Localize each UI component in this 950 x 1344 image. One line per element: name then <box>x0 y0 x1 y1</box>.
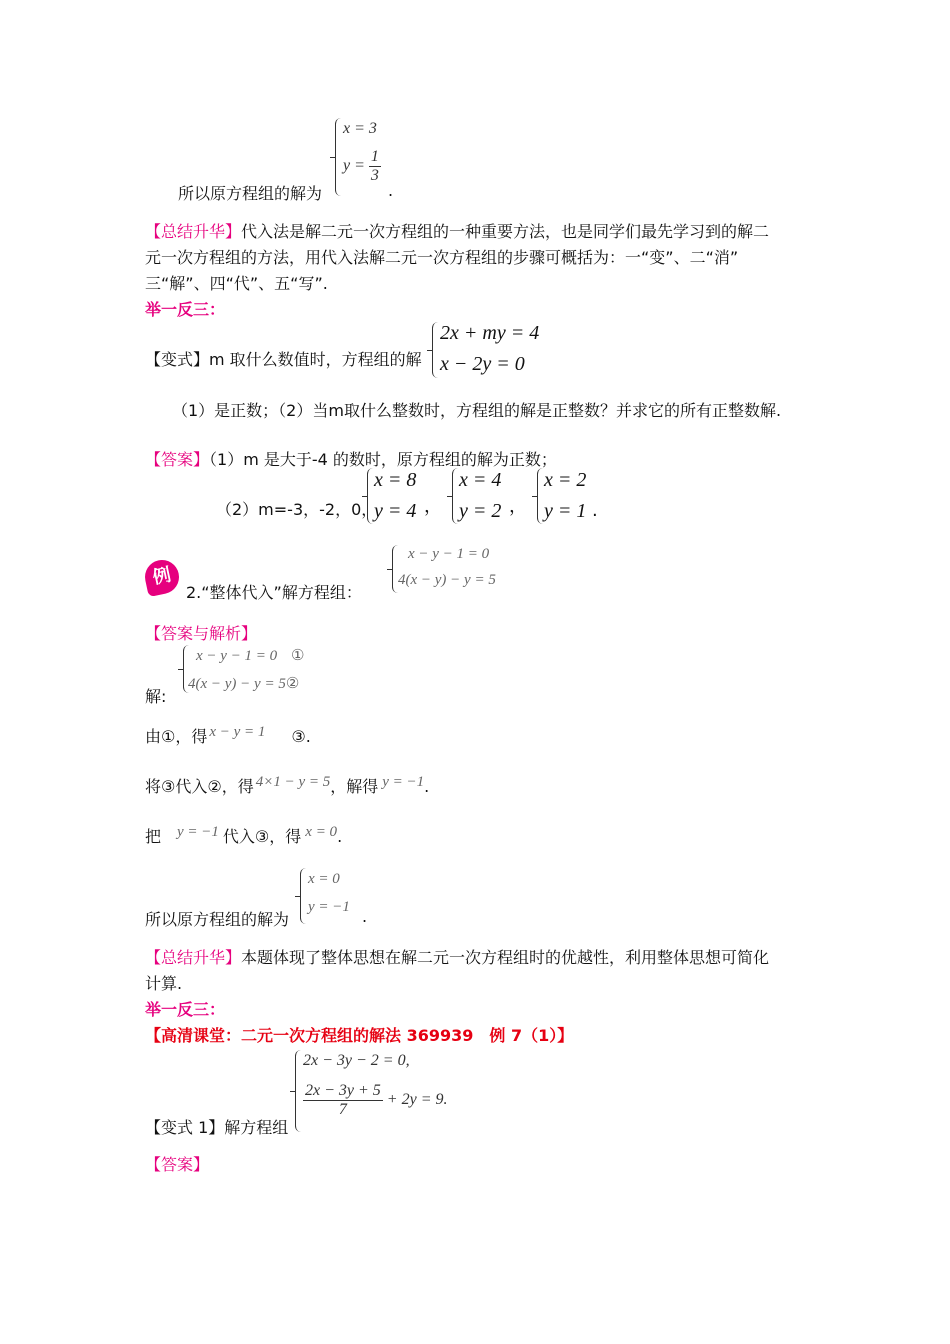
fraction-numerator: 1 <box>370 148 379 165</box>
variant-1-fraction-denominator: 7 <box>338 1101 347 1118</box>
variant-1-eq-2 <box>303 1082 448 1119</box>
analysis-eq-1-text: x − y − 1 = 0 <box>196 648 278 664</box>
int-solution-3-sep: . <box>592 500 598 521</box>
solution-eq-y-lhs: y = <box>343 157 365 175</box>
example-2-text: 2.“整体代入”解方程组： <box>186 583 362 602</box>
variant-1-fraction <box>303 1082 383 1119</box>
int-solution-1-y: y = 4 <box>374 500 417 522</box>
step-2-eq: 4×1 − y = 5 <box>255 774 331 790</box>
fraction-denominator: 3 <box>370 167 379 184</box>
summary-1-line-3: 三“解”、四“代”、五“写”. <box>145 274 328 293</box>
variant-text: 【变式】m 取什么数值时，方程组的解 <box>145 350 422 369</box>
int-solution-1-sep: ， <box>424 496 442 517</box>
variant-1-text: 【变式 1】解方程组 <box>145 1118 289 1137</box>
ju-yi-fan-san-1: 举一反三： <box>145 300 226 319</box>
solution-end: . <box>388 181 394 200</box>
step-1-eq: x − y = 1 <box>209 724 266 740</box>
answer-1-text: （1）m 是大于-4 的数时，原方程组的解为正数； <box>209 450 557 469</box>
summary-1-line-1 <box>145 219 769 242</box>
analysis-step-1 <box>145 724 311 747</box>
summary-1-line-2: 元一次方程组的方法，用代入法解二元一次方程组的步骤可概括为：一“变”、二“消” <box>145 248 739 267</box>
step-3-mid: 代入③，得 <box>222 827 302 846</box>
solution-eq-y <box>343 148 381 185</box>
step-3-eq: y = −1 <box>177 824 219 840</box>
circled-two-mark: ② <box>285 676 300 692</box>
summary-1-text-1: 代入法是解二元一次方程组的一种重要方法，也是同学们最先学习到的解二 <box>241 222 770 241</box>
step-2-eq-2: y = −1 <box>382 774 425 790</box>
ju-yi-fan-san-2: 举一反三： <box>145 1000 226 1019</box>
answer-1-line-1 <box>145 447 557 470</box>
step-3-text: 把 <box>145 827 162 846</box>
summary-2-line-2: 计算. <box>145 974 183 993</box>
analysis-step-2 <box>145 774 429 797</box>
summary-2-tag: 【总结升华】 <box>145 948 242 967</box>
variant-eq-2: x − 2y = 0 <box>440 353 525 375</box>
example-2-eq-2: 4(x − y) − y = 5 <box>398 572 496 588</box>
analysis-tag: 【答案与解析】 <box>145 624 258 643</box>
step-2-end: . <box>424 777 430 796</box>
variant-1-eq-1: 2x − 3y − 2 = 0, <box>303 1052 410 1069</box>
analysis-eq-2 <box>188 674 299 693</box>
int-solution-2-x: x = 4 <box>459 469 502 491</box>
analysis-eq-2-text: 4(x − y) − y = 5 <box>188 676 286 692</box>
variant-1-fraction-numerator: 2x − 3y + 5 <box>305 1082 381 1099</box>
step-3-end: . <box>337 827 343 846</box>
answer-2-tag: 【答案】 <box>145 1155 210 1174</box>
summary-2-text-1: 本题体现了整体思想在解二元一次方程组时的优越性，利用整体思想可简化 <box>241 948 770 967</box>
step-1-text: 由①，得 <box>145 727 208 746</box>
example-2-eq-1: x − y − 1 = 0 <box>408 546 490 562</box>
variant-eq-1: 2x + my = 4 <box>440 322 540 344</box>
int-solution-2-sep: ， <box>509 496 527 517</box>
variant-1-eq-2-rest: + 2y = 9. <box>386 1091 448 1109</box>
final-solution-label: 所以原方程组的解为 <box>145 910 290 929</box>
final-solution-end: . <box>362 907 368 926</box>
solution-eq-x: x = 3 <box>343 120 377 137</box>
step-3-eq-2: x = 0 <box>305 824 338 840</box>
step-2-text: 将③代入②，得 <box>145 777 254 796</box>
step-1-end: ③. <box>291 727 311 746</box>
int-solution-1-x: x = 8 <box>374 469 417 491</box>
hd-course-link: 【高清课堂：二元一次方程组的解法 369939 例 7（1）】 <box>145 1026 574 1045</box>
circled-one-mark: ① <box>290 648 305 664</box>
summary-2-line-1 <box>145 945 769 968</box>
answer-1-line-2-prefix: （2）m=-3，-2，0， <box>216 500 378 519</box>
int-solution-3-x: x = 2 <box>544 469 587 491</box>
analysis-jie: 解: <box>145 687 167 706</box>
analysis-step-3 <box>145 824 342 847</box>
int-solution-3-y: y = 1 <box>544 500 587 522</box>
final-solution-y: y = −1 <box>308 899 350 915</box>
fraction-one-third <box>369 148 381 185</box>
int-solution-2-y: y = 2 <box>459 500 502 522</box>
step-2-mid: ，解得 <box>330 777 379 796</box>
analysis-eq-1 <box>196 646 304 665</box>
answer-1-tag: 【答案】 <box>145 450 210 469</box>
final-solution-x: x = 0 <box>308 871 340 887</box>
variant-question: （1）是正数；（2）当m取什么整数时，方程组的解是正整数？并求它的所有正整数解. <box>172 401 782 420</box>
summary-1-tag: 【总结升华】 <box>145 222 242 241</box>
example-badge-icon: 例 <box>142 557 182 597</box>
solution-label: 所以原方程组的解为 <box>178 184 323 203</box>
